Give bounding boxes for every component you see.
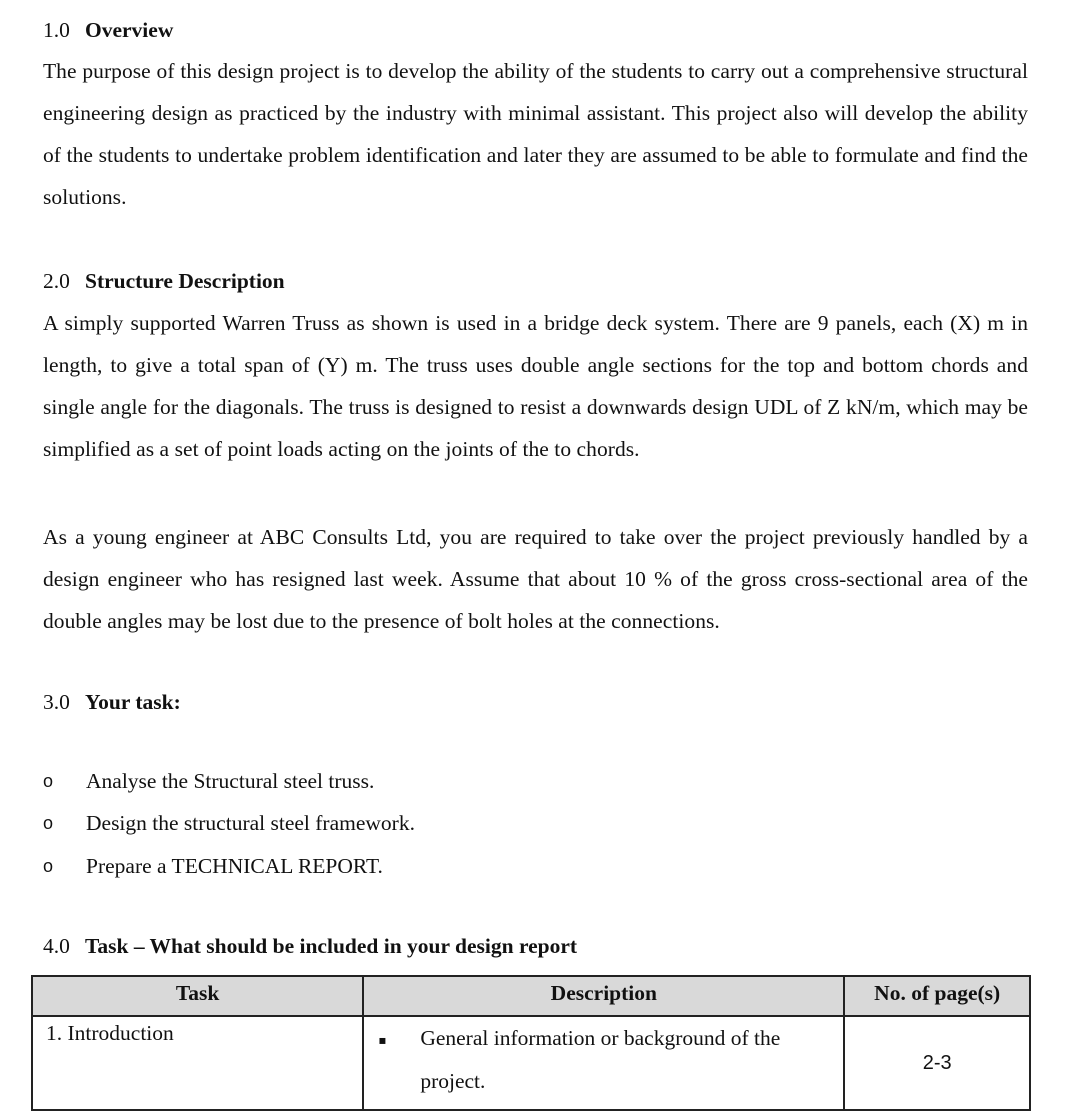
heading-design-report xyxy=(43,936,577,958)
column-header-description: Description xyxy=(363,976,844,1016)
heading-number: 1.0 xyxy=(43,18,70,42)
description-text: General information or background of the project. xyxy=(420,1026,781,1093)
task-list xyxy=(43,760,415,888)
heading-title: Task – What should be included in your design report xyxy=(85,934,578,958)
list-item-text: Design the structural steel framework. xyxy=(86,811,415,836)
heading-number: 3.0 xyxy=(43,690,70,714)
heading-number: 2.0 xyxy=(43,269,70,293)
heading-number: 4.0 xyxy=(43,934,70,958)
task-cell: 1. Introduction xyxy=(32,1016,363,1110)
list-item xyxy=(43,760,415,803)
report-table xyxy=(31,975,1031,1111)
bullet-circle-icon: o xyxy=(43,770,54,791)
heading-your-task xyxy=(43,692,181,714)
overview-paragraph: The purpose of this design project is to develop the ability of the students to carry out a comprehensive structural engineering design as practiced by the industry with minimal assistant. This project also will develop the ability of the students to undertake problem identification and later they are assumed to be able to formulate and find the solutions. xyxy=(43,59,1028,209)
heading-title: Overview xyxy=(85,18,174,42)
heading-structure-description xyxy=(43,271,285,293)
heading-overview xyxy=(43,20,173,42)
bullet-circle-icon: o xyxy=(43,855,54,876)
list-item-text: Prepare a TECHNICAL REPORT. xyxy=(86,853,383,878)
column-header-pages: No. of page(s) xyxy=(844,976,1030,1016)
description-cell xyxy=(363,1016,844,1110)
table-row xyxy=(32,1016,1030,1110)
pages-cell: 2-3 xyxy=(844,1016,1030,1110)
structure-paragraph-1: A simply supported Warren Truss as shown is used in a bridge deck system. There are 9 panels, each (X) m in length, to give a total span of (Y) m. The truss uses double angle sections for the top and bottom chords and single angle for the diagonals. The truss is designed to resist a downwards design UDL of Z kN/m, which may be simplified as a set of point loads acting on the joints of the to chords. xyxy=(43,311,1028,461)
list-item xyxy=(43,845,415,888)
heading-title: Structure Description xyxy=(85,269,285,293)
list-item xyxy=(43,803,415,846)
list-item-text: Analyse the Structural steel truss. xyxy=(86,768,375,793)
column-header-task: Task xyxy=(32,976,363,1016)
heading-title: Your task: xyxy=(85,690,181,714)
bullet-circle-icon: o xyxy=(43,813,54,834)
table-header-row xyxy=(32,976,1030,1016)
structure-paragraph-2: As a young engineer at ABC Consults Ltd, you are required to take over the project previously handled by a design engineer who has resigned last week. Assume that about 10 % of the gross cross-sectional area of the double angles may be lost due to the presence of bolt holes at the connections. xyxy=(43,525,1028,633)
bullet-square-icon: ▪ xyxy=(378,1033,387,1047)
